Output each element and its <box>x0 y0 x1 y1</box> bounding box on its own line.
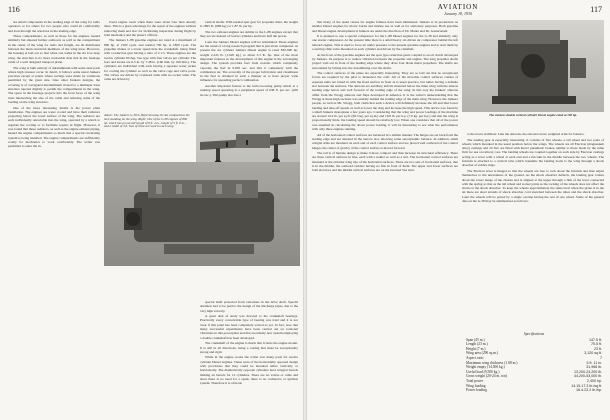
spec-row <box>466 388 602 393</box>
spec-value: 18.4-22.2 lb./hp. <box>576 388 602 393</box>
left-column-1 <box>8 20 100 415</box>
paragraph: The Junkers L-88 gasoline engines are rated at a maximum of 800 hp. at 1500 r.p.m. and normal 700 hp. at 1800 r.p.m. The propeller makes at a lower speed than the crankshaft, being fitted with a reduction gear having a ratio of 1:1.5. These engines are the twelve cylinder 60 deg. Vee type with four valves per cylinder. The bore and stroke are 6.3 in. by 7.48 in. (160 mm. by 190 mm.). The cylinders are individual with each having a separate water jacket for cooling the cylinder as well as the valve cage and valve ports. The valves are driven by overhead cams with no rocker arms. The cams are driven by <box>104 38 196 82</box>
spec-label: Wing loading <box>466 383 486 388</box>
spec-label: Total power <box>466 378 484 383</box>
diesel-engine-figure <box>462 20 604 128</box>
left-column-3-top <box>200 20 298 105</box>
paragraph: The wing is built entirely of duraluminum with some steel parts where high stresses occur. In detail, it follows some usual Junkers practices except at points where savings were made by variations permitted by the great size. Like other Junkers designs, the covering is of corrugated duraluminum riveted to a multispar truss structure tapered slightly to permit the compartments in the wing. The space in the fuselage projects into the front faces of the wing truss intersecting the size of the cabin and reducing some of the loading on the wing structure. <box>8 65 100 104</box>
figure-caption: Above: The Junkers G-38 in flight showing its size compared to the men standing on the wing. Right: One of the G-38 engines of 800 hp. which has an overall length of 8 ft. 4 in., height of 5 ft. 6 in., and a width of 3 ft. Two of these are used in each wing <box>104 114 190 160</box>
spec-value: 7 <box>600 355 602 360</box>
spec-label: Power loading <box>466 388 487 393</box>
paragraph: Another important feature is the turbo-boosting pump which at a running speed operating at a peripheral speed of 638 ft. per sec. (200 m./sec.). This pump also has a <box>200 84 298 97</box>
left-column-3-bottom <box>200 300 298 416</box>
masthead: AVIATION <box>437 3 479 11</box>
spec-value: 44,200-53,000 lb. <box>574 374 602 379</box>
g38-figure <box>104 112 300 298</box>
spec-label: Weight empty (14,500 kg.) <box>466 365 505 370</box>
paragraph: The crankshaft of the engine is much that it turns the engine mount. It is still in all directions, being a casting that must be exceptionally strong and rigid. <box>200 341 298 354</box>
right-column-2 <box>462 132 604 270</box>
paragraph: While in the engine works the writer saw many parts for twelve cylinder Diesel engines. These were of the horizontally opposed design with provisions that they could be mounted either vertically or horizontally. The diametrically opposite cylinders have integral barrels making an barrels for 12 cylinders. There are no valves or cams and since there is no need for a spark, there is no carburetor or ignition system. Therefore it is obvious <box>200 355 298 386</box>
paragraph: Later the Junkers Diesel engines will be substituted. These engines are the result of a long research program that is just about completed. At present the six cylinder Junkers Diesel engine is rated 830-900 hp. weight 2,245 lb. (1,020 kg.) or about 3.3 lb. hp. One of the most important features in the development of this engine is the scavenging design. The system provides fuel from nozzles which completely vaporize the fuel in 0.005 sec. and mix it completely with the combustion air. The economy of the proper lubrication and cleanliness in the fuel is obtained in such a manner as to have proper wide influence for spreading perfect combustion. <box>200 39 298 83</box>
right-page-number: 117 <box>590 5 602 14</box>
spec-label: Maximum wing thickness (1.68 m.) <box>466 360 518 365</box>
engine-illustration <box>104 162 300 266</box>
specifications-rows <box>466 338 602 393</box>
paragraph: At the front of the gasoline engines are the spur type reduction gears coupled to an oil clutch developed by Junkers. Its purpose is to reduce vibration between the propeller and engine. The long propeller shafts project well out in front of the leading edge where they drive four blade metal propellers. The shafts are surrounded by fairing into the streamlining over the shafts. <box>312 52 458 70</box>
spec-value: 2,400 hp. <box>587 378 602 383</box>
paragraph: A great deal of study was devoted to the crankshaft bearings. Practically every conceivable type of bearing was tried and it is not clear if this point has been completely solved as yet. In fact, now that many successful experiments have been carried out on torsional vibrations in this powerplant and that an entirely new system employing a double crankshaft has been developed. <box>200 314 298 340</box>
spec-label: Height (7 m.) <box>466 346 486 351</box>
spec-value: 13,200-24,200 lb. <box>574 369 602 374</box>
spec-value: 31,966 lb. <box>586 365 602 370</box>
right-column-1 <box>312 20 458 416</box>
left-page-number: 116 <box>8 5 20 14</box>
spec-value: 14.15-17.3 lb./sq.ft. <box>571 383 602 388</box>
paragraph: The landing gear is especially interesting. It consists of five wheels, a tail wheel and two pairs of wheels which mounted in the usual position below the wings. The wheels are all Electron (magnesium alloy) castings and all five are fitted with Knorr pneumatic brakes, similar to those made by the same firm for use on railway cars. The landing wheels are coupled together on each side by Electron castings acting as a lever with a wheel at each end and a fulcrum in the middle between the two wheels. The fulcrum is attached to a vertical tube which transmits the landing loads to the wing through a shock absorber of rubber rings. <box>462 137 604 168</box>
paragraph: One of the more interesting details is the power plant installation. The engines are water cooled and have their radiators projecting below the lower surface of the wing. The radiators are each individually retractable into the wing, operated by a winch to regulate the cooling or to facilitate repairs in flight. However, it was found that these radiators, as well as the engine exhaust piping, heated the engine compartments so much that a special circulating system is being installed. The engine compartments are sufficiently roomy for mechanics to work comfortably. The writer was permitted to enter the in- <box>8 105 100 149</box>
paragraph: The control surfaces of the plane are especially interesting. They are so laid out that no exceptional forces are required by the pilot to maneuver the craft. All of the movable control surfaces consist of separate units not faired in with the fixed surface in front as is usual practice, but rather having a definite slot between the surfaces. The ailerons are auxiliary airfoils mounted below the main wing with the aileron leading edge below and well forward of the trailing edge of the wing. In this way the Junkers' ailerons differ from the Wragg ailerons and flaps developed in America. It is the writer's understanding that the Wragg at these high sections was entirely behind the trailing edge of the main wing. However, the Junkers people, as well as Mr. Wragg, both claim that such a device will definitely increase the lift and thus lower landing and take-off speeds as well as lower the drag and increase the high speed. This device was found in a small Junkers monoplane a few years ago. Considering that the wing and power loadings of the machine are around 14.2 lb. per sq.ft. (69.3 kg. per sq.m.) and 16.8 lb. per h.p. (7.6 kg. per h.p.) and that the wing is proportionally thick, the landing speed should be relatively low. When one considers that all of the power was assumed in calculating the above power loading, it will be interesting to see what the performance with only three engines running. <box>312 71 458 132</box>
diesel-figure-caption: The Junkers double vertical cylinder Diesel engine rated at 190 hp. <box>466 114 600 126</box>
spec-label: Useful load (9,500 kg.) <box>466 369 500 374</box>
right-page <box>306 0 610 420</box>
spec-value: 75.5 ft. <box>591 342 602 347</box>
spec-label: Wing area (290 sq.m.) <box>466 351 499 356</box>
paragraph: that many of the usual causes for engine failures have been eliminated. Junkers is in production on smaller Diesel engines for motor trucks and marine use as well as for stationary purposes. Both gasoline and Diesel engine development at Junkers are under the direction of Dr. Mader and Dr. Gastersstadt. <box>312 20 458 33</box>
left-header <box>0 3 304 17</box>
specifications-title: Specifications <box>523 332 545 336</box>
spec-value: 5 ft. 11 in. <box>586 360 602 365</box>
paragraph: board engine room when there were about four men already there. This is a great advantage for the repair of the engines without removing them and also for facilitating inspection during flight by both mechanics and the plane's officers. <box>104 20 196 37</box>
left-page <box>0 0 304 420</box>
paragraph: The tail is of biplane design to make it more compact and thus increase its structural efficiency. There are three vertical surfaces in line, each with a rudder as well as a slot. The horizontal control surfaces are mounted at the extreme wing tips of the horizontal surfaces. There are two sets of horizontal surfaces, that is in the middle, the outboard rudders having no fins in front of them. The upper and lower surfaces are both elevators and the middle vertical surfaces are on the inverted Vee strut. <box>312 151 458 173</box>
paragraph: The two exhaust engines are similar to the L-88 engines except that they are six instead of twelve cylinders and have half the power. <box>200 29 298 39</box>
spec-label: Span (45 m.) <box>466 337 485 342</box>
diesel-engine-illustration <box>462 20 604 112</box>
spec-label: Aspect ratio <box>466 355 484 360</box>
paragraph: special shaft protected from variations in the drive shaft. Special attention had to be paid to the design of the discharge pipes, due to the very high velocity. <box>200 300 298 313</box>
paragraph: These compartments, as well as those for the engines, heated similarly but situated further outboard, as well as the compartment in the center of the wing for radio and freight, are all distributed between the main structural members of the wing truss. However, the housing is laid out so that when one walks in the six foot deep wing, the structure is no more noticeable than that in the fuselage cabin of a well designed transport plane. <box>8 34 100 64</box>
paragraph: All of the horizontal control surfaces are balanced in a similar manner. The hinges are set back from the leading edge and are situated in the narrow slot, allowing some aerodynamic balance. In addition, small winglet arms are mounted on each end of each control surface and are placed well outboard of the control hinges, the center of gravity of the control surface is moved forward. <box>312 132 458 150</box>
spec-value: 147.5 ft. <box>589 337 602 342</box>
spec-label: Length (23 m.) <box>466 342 488 347</box>
paragraph: to the lower stabilizer. Like the ailerons, the elevators have weighted arms for balance. <box>467 132 585 136</box>
paragraph: It is planned to use a special compressor for the L-88 Diesel engines for the G-38 and similarly only one starter compressor. At the present time there is a small heavy oil-driven air compressor behind the left inboard engine. This is used to force air under pressure to the present gasoline engines and to start them by a starting slide valve mounted on each cylinder and driven by the camshaft. <box>312 34 458 52</box>
spec-value: 23 ft. <box>594 346 602 351</box>
paragraph: vertical shafts. With normal spur gear for propeller drive, the weight is 1895 lb. (680 kg.) or 1.87 lb. per hp. <box>200 20 298 29</box>
diesel-engine-photo <box>462 20 604 112</box>
right-header <box>306 3 610 17</box>
paragraph: are small components in the leading edge of the wing for radio operators or for others for two people who could sit comfortably and look through the windows in the leading edge. <box>8 20 100 33</box>
spec-label: Gross weight (20-24 m. ton) <box>466 374 507 379</box>
spec-value: 3,120 sq.ft. <box>584 351 602 356</box>
paragraph: The Electron lever is hinged so that the wheels are free to rock about the fulcrum and thus adjust themselves to the unevenness of the ground. As the shock absorber deflects, the landing gear rotates about the lower hangs of the chassis and is aligned at the upper through a link of the lever connected with the spring so that as the tail wheel and socket joints as the rocking of the wheels does not affect the strain on the shock absorber. To keep the wheels approximately the same level when the plane is in the air there are short strands of shock absorber cord stretched between the tubes and the shock absorber. Later the wheels will be parted by a single overlap having the rest of one wheel. Some of the general data on the G-38 may be summarized as follows: <box>462 168 604 204</box>
engine-photo <box>104 162 300 266</box>
issue-date: January 18, 1930 <box>443 11 473 16</box>
specifications-table <box>466 332 602 393</box>
